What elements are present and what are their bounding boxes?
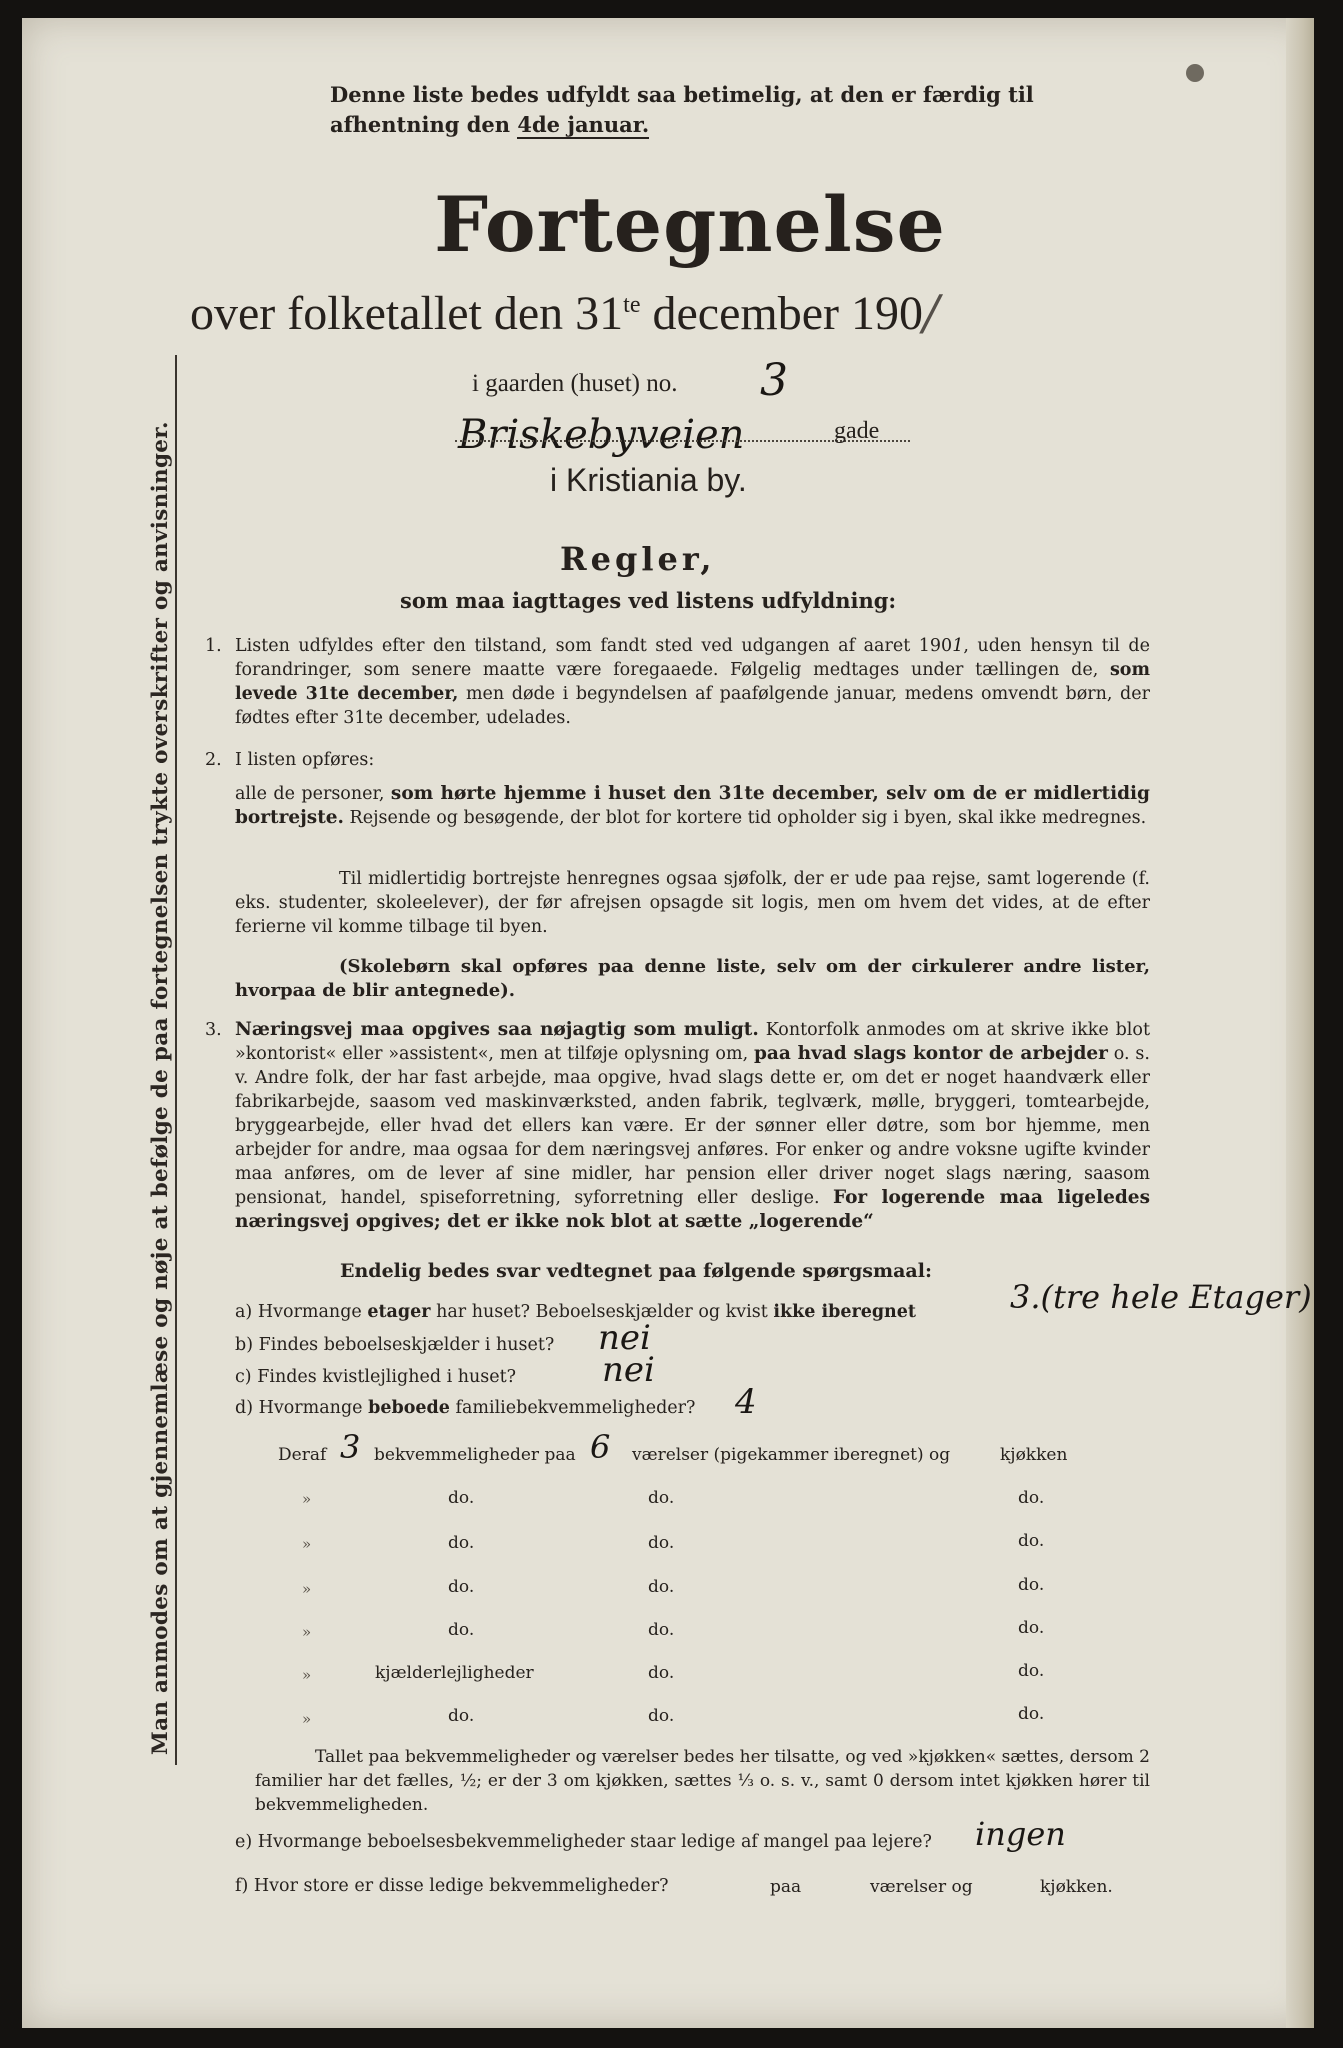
- answer-b: nei: [598, 1318, 651, 1358]
- gaard-number: 3: [760, 355, 788, 406]
- pickup-date: 4de januar.: [517, 112, 650, 137]
- rule-3: 3. Næringsvej maa opgives saa nøjagtig som muligt. Kontorfolk anmodes om at skrive ikke blot »kontorist« eller »assistent«, men at tilføje oplysning om, paa hvad slags kontor de arbejder o. s. v. Andre folk, der har fast arbejde, maa opgive, hvad slags dette er, om det er noget haandværk eller fabrikarbejde, saasom ved maskinværksted, anden fabrik, teglværk, mølle, bryggeri, tomtearbejde, bryggearbejde, eller hvad det ellers kan være. Er der sønner eller døtre, som bor hjemme, men arbejder for andre, maa ogsaa for dem næringsvej anføres. For enker og andre voksne ugifte kvinder maa anføres, om de lever af sine midler, har pension eller driver noget slags næring, saasom pensionat, handel, spiseforretning, syforretning eller deslige. For logerende maa ligeledes næringsvej opgives; det er ikke nok blot at sætte „logerende“: [205, 1019, 1150, 1232]
- tallet-note: Tallet paa bekvemmeligheder og værelser bedes her tilsatte, og ved »kjøkken« sættes, dersom 2 familier har det fælles, ½; er der 3 om kjøkken, sættes ⅓ o. s. v., samt 0 dersom intet kjøkken hører til bekvemmeligheden.: [255, 1747, 1150, 1815]
- margin-note: Man anmodes om at gjennemlæse og nøje at befølge de paa fortegnelsen trykte overskrifter og anvisninger.: [148, 421, 173, 1755]
- answer-a: 3.(tre hele Etager): [1010, 1278, 1312, 1316]
- city-label: i Kristiania by.: [550, 462, 747, 498]
- deraf-tail: værelser (pigekammer iberegnet) og: [632, 1445, 951, 1465]
- question-b: b) Findes beboelseskjælder i huset?: [235, 1335, 555, 1355]
- deraf-rooms: 6: [590, 1428, 611, 1466]
- deraf-label: Deraf: [278, 1445, 327, 1465]
- deraf-count: 3: [340, 1428, 361, 1466]
- rule-2: alle de personer, som hørte hjemme i huset den 31te december, selv om de er midlertidig bortrejste. Rejsende og besøgende, der blot for kortere tid opholder sig i byen, skal ikke medregnes.: [235, 783, 1150, 828]
- instruction: Denne liste bedes udfyldt saa betimelig, at den er færdig til afhentning den 4de januar.: [330, 82, 1034, 137]
- rule-2-para2: Til midlertidig bortrejste henregnes ogsaa sjøfolk, der er ude paa rejse, samt logerende (f. eks. studenter, skoleelever), der før afrejsen opsagde sit logis, men om hvem det vides, at de efter ferierne vil komme tilbage til byen.: [235, 869, 1150, 937]
- gade-label: gade: [834, 418, 880, 444]
- answer-d: 4: [735, 1382, 757, 1422]
- answer-c: nei: [602, 1350, 655, 1390]
- question-d: d) Hvormange beboede familiebekvemmeligheder?: [235, 1398, 696, 1418]
- subtitle: over folketallet den $31^{te}$ december 190/: [190, 285, 940, 341]
- rules-subheading: som maa iagttages ved listens udfyldning:: [400, 588, 897, 613]
- question-f: f) Hvor store er disse ledige bekvemmeligheder?: [235, 1876, 669, 1896]
- deraf-mid: bekvemmeligheder paa: [374, 1445, 576, 1465]
- margin-rule: [175, 355, 177, 1765]
- qf-paa: paa: [770, 1877, 802, 1897]
- page-title: Fortegnelse: [434, 180, 946, 269]
- paper-edge: [1286, 18, 1314, 2028]
- answer-e: ingen: [975, 1815, 1066, 1853]
- street-name: Briskebyveien: [458, 412, 745, 458]
- deraf-kitchen: kjøkken: [1000, 1445, 1068, 1465]
- punch-hole: [1186, 64, 1204, 82]
- question-a: a) Hvormange etager har huset? Beboelseskjælder og kvist ikke iberegnet: [235, 1302, 917, 1322]
- questions-heading: Endelig bedes svar vedtegnet paa følgende spørgsmaal:: [340, 1260, 932, 1282]
- qf-kjokken: kjøkken.: [1040, 1877, 1113, 1897]
- rule-2-para3: (Skolebørn skal opføres paa denne liste, selv om der cirkulerer andre lister, hvorpaa de blir antegnede).: [235, 956, 1150, 1001]
- gaard-label: i gaarden (huset) no.: [472, 370, 678, 397]
- question-c: c) Findes kvistlejlighed i huset?: [235, 1367, 517, 1387]
- rule-2-intro: 2. I listen opføres:: [205, 750, 375, 770]
- rules-heading: Regler,: [560, 540, 716, 578]
- qf-vaerelser: værelser og: [870, 1877, 973, 1897]
- rule-1: 1. Listen udfyldes efter den tilstand, som fandt sted ved udgangen af aaret 1901, uden hensyn til de forandringer, som senere maatte være foregaaede. Følgelig medtages under tællingen de, som levede 31te december, men døde i begyndelsen af paafølgende januar, medens omvendt børn, der fødtes efter 31te december, udelades.: [205, 636, 1150, 728]
- question-e: e) Hvormange beboelsesbekvemmeligheder staar ledige af mangel paa lejere?: [235, 1832, 932, 1852]
